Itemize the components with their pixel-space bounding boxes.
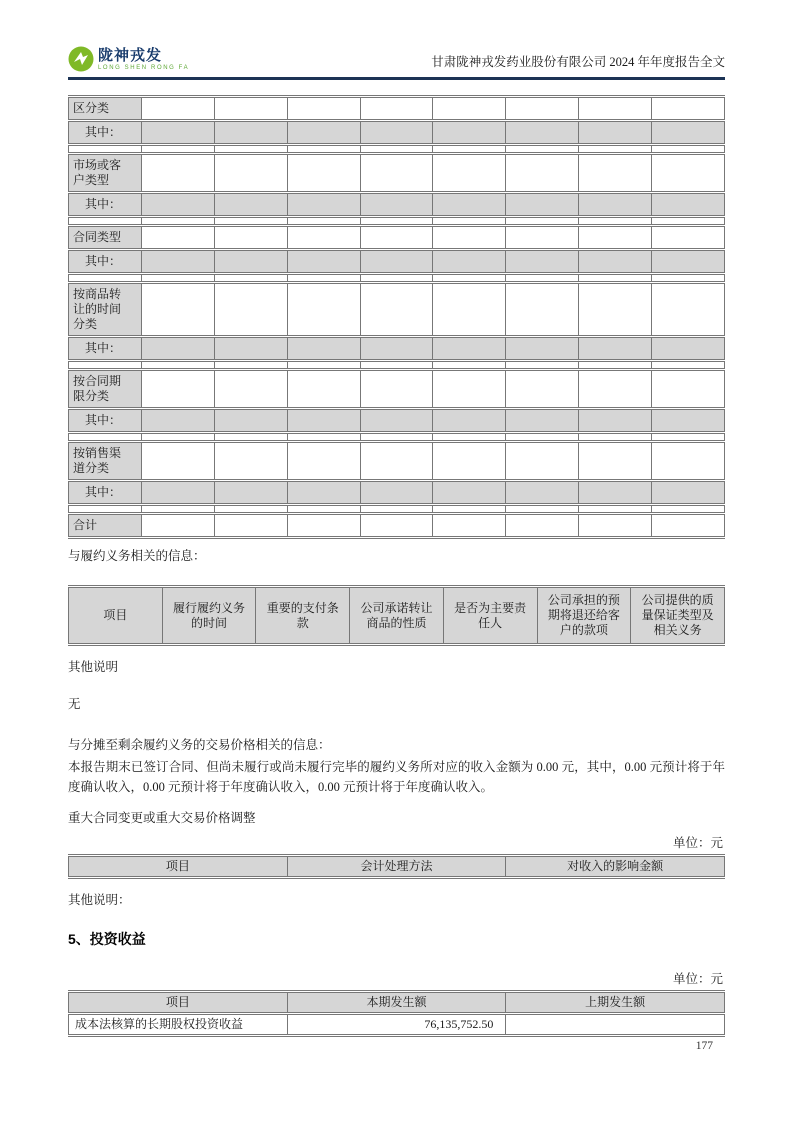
data-cell <box>360 154 433 193</box>
table-row <box>69 514 725 538</box>
data-cell <box>433 442 506 481</box>
investment-header-row <box>69 992 725 1014</box>
data-cell <box>433 274 506 283</box>
row-label-cell: 其中： <box>69 193 142 217</box>
table-row <box>69 217 725 226</box>
data-cell <box>506 514 579 538</box>
data-cell <box>360 274 433 283</box>
data-cell <box>579 409 652 433</box>
table-row <box>69 409 725 433</box>
data-cell <box>214 97 287 121</box>
data-cell <box>433 283 506 337</box>
data-cell <box>579 505 652 514</box>
table-row <box>69 97 725 121</box>
data-cell <box>506 505 579 514</box>
row-label-cell: 按销售渠道分类 <box>69 442 142 481</box>
data-cell <box>506 283 579 337</box>
row-label-cell: 其中： <box>69 250 142 274</box>
data-cell <box>579 250 652 274</box>
data-cell <box>141 370 214 409</box>
data-cell <box>579 337 652 361</box>
data-cell <box>360 361 433 370</box>
company-logo <box>68 46 189 72</box>
data-cell <box>652 145 725 154</box>
data-cell <box>141 505 214 514</box>
brand-name-cn: 陇神戎发 <box>98 46 163 64</box>
data-cell <box>141 481 214 505</box>
column-header: 本期发生额 <box>287 992 506 1014</box>
data-cell <box>652 370 725 409</box>
data-cell <box>652 283 725 337</box>
row-label-cell <box>69 145 142 154</box>
row-label-cell: 其中： <box>69 481 142 505</box>
data-cell <box>579 97 652 121</box>
data-cell <box>360 409 433 433</box>
table-row <box>69 505 725 514</box>
section-heading: 5、投资收益 <box>68 931 146 947</box>
data-cell <box>141 442 214 481</box>
other-note-label-2: 其他说明： <box>68 893 131 907</box>
data-cell <box>360 145 433 154</box>
row-label-cell <box>69 361 142 370</box>
data-cell <box>506 154 579 193</box>
data-cell <box>141 97 214 121</box>
data-cell <box>360 250 433 274</box>
data-cell <box>652 217 725 226</box>
data-cell <box>141 337 214 361</box>
data-cell <box>287 283 360 337</box>
data-cell <box>506 217 579 226</box>
row-label-cell: 其中： <box>69 409 142 433</box>
table-row <box>69 442 725 481</box>
column-header: 公司承担的预期将退还给客户的款项 <box>537 587 631 645</box>
data-cell <box>652 481 725 505</box>
major-change-label: 重大合同变更或重大交易价格调整 <box>68 811 256 825</box>
row-label-cell <box>69 217 142 226</box>
column-header: 项目 <box>69 992 288 1014</box>
data-cell <box>360 193 433 217</box>
page-number: 177 <box>695 1040 713 1052</box>
data-cell <box>506 433 579 442</box>
table-row <box>69 370 725 409</box>
data-cell <box>141 433 214 442</box>
data-cell <box>652 433 725 442</box>
data-cell <box>579 217 652 226</box>
data-cell <box>360 442 433 481</box>
obligation-header-row <box>69 587 725 645</box>
row-label-cell: 区分类 <box>69 97 142 121</box>
row-label-cell: 市场或客户类型 <box>69 154 142 193</box>
data-cell <box>579 226 652 250</box>
table-row <box>69 154 725 193</box>
table-row <box>69 121 725 145</box>
data-cell <box>433 337 506 361</box>
column-header: 对收入的影响金额 <box>506 856 725 878</box>
data-cell <box>287 361 360 370</box>
table-row <box>69 481 725 505</box>
data-cell <box>287 217 360 226</box>
column-header: 重要的支付条款 <box>256 587 350 645</box>
data-cell <box>652 226 725 250</box>
row-label-cell: 其中： <box>69 337 142 361</box>
data-cell <box>214 481 287 505</box>
data-cell <box>141 217 214 226</box>
data-cell <box>506 361 579 370</box>
column-header: 项目 <box>69 587 163 645</box>
data-cell <box>433 433 506 442</box>
data-cell <box>287 97 360 121</box>
price-adjustment-header-row <box>69 856 725 878</box>
data-cell <box>506 121 579 145</box>
data-cell <box>214 145 287 154</box>
data-cell <box>579 370 652 409</box>
obligation-table <box>68 585 725 646</box>
data-cell <box>214 193 287 217</box>
data-cell <box>214 226 287 250</box>
table-row <box>69 283 725 337</box>
data-cell <box>433 370 506 409</box>
other-note-label: 其他说明 <box>68 660 119 674</box>
data-cell <box>652 337 725 361</box>
data-cell <box>141 121 214 145</box>
obligation-info-label: 与履约义务相关的信息： <box>68 549 206 563</box>
data-cell <box>287 409 360 433</box>
data-cell <box>214 337 287 361</box>
none-text: 无 <box>68 697 81 711</box>
row-label-cell: 合计 <box>69 514 142 538</box>
table-row <box>69 226 725 250</box>
data-cell <box>652 409 725 433</box>
item-cell: 成本法核算的长期股权投资收益 <box>69 1014 288 1036</box>
data-cell <box>652 505 725 514</box>
data-cell <box>360 514 433 538</box>
data-cell <box>287 193 360 217</box>
data-cell <box>652 514 725 538</box>
data-cell <box>433 514 506 538</box>
unit-label-1: 单位：元 <box>672 836 723 850</box>
column-header: 公司提供的质量保证类型及相关义务 <box>631 587 725 645</box>
brand-name-en: LONG SHEN RONG FA <box>98 64 190 71</box>
data-cell <box>287 514 360 538</box>
data-cell <box>360 121 433 145</box>
data-cell <box>214 370 287 409</box>
table-row <box>69 361 725 370</box>
data-cell <box>579 514 652 538</box>
data-cell <box>360 337 433 361</box>
column-header: 公司承诺转让商品的性质 <box>350 587 444 645</box>
data-cell <box>579 361 652 370</box>
table-row <box>69 145 725 154</box>
data-cell <box>287 145 360 154</box>
remaining-price-info-label: 与分摊至剩余履约义务的交易价格相关的信息： <box>68 738 331 752</box>
data-cell <box>433 193 506 217</box>
data-cell <box>287 481 360 505</box>
unit-label-2: 单位：元 <box>672 972 723 986</box>
column-header: 是否为主要责任人 <box>443 587 537 645</box>
row-label-cell <box>69 505 142 514</box>
page-header <box>68 0 725 80</box>
table-row <box>69 1014 725 1036</box>
data-cell <box>652 154 725 193</box>
data-cell <box>652 361 725 370</box>
classification-table-body <box>69 97 725 538</box>
current-cell: 76,135,752.50 <box>287 1014 506 1036</box>
data-cell <box>141 154 214 193</box>
prior-cell <box>506 1014 725 1036</box>
data-cell <box>287 250 360 274</box>
data-cell <box>652 274 725 283</box>
data-cell <box>506 145 579 154</box>
data-cell <box>214 154 287 193</box>
data-cell <box>214 361 287 370</box>
data-cell <box>579 481 652 505</box>
row-label-cell: 其中： <box>69 121 142 145</box>
data-cell <box>579 274 652 283</box>
data-cell <box>214 409 287 433</box>
data-cell <box>141 274 214 283</box>
data-cell <box>214 283 287 337</box>
data-cell <box>506 226 579 250</box>
data-cell <box>360 433 433 442</box>
data-cell <box>433 409 506 433</box>
data-cell <box>433 121 506 145</box>
investment-income-table <box>68 990 725 1037</box>
row-label-cell <box>69 433 142 442</box>
row-label-cell: 按合同期限分类 <box>69 370 142 409</box>
data-cell <box>506 442 579 481</box>
data-cell <box>141 250 214 274</box>
data-cell <box>506 481 579 505</box>
data-cell <box>214 217 287 226</box>
data-cell <box>433 481 506 505</box>
data-cell <box>652 193 725 217</box>
data-cell <box>287 370 360 409</box>
data-cell <box>360 481 433 505</box>
data-cell <box>360 505 433 514</box>
data-cell <box>287 505 360 514</box>
column-header: 履行履约义务的时间 <box>162 587 256 645</box>
data-cell <box>287 337 360 361</box>
table-row <box>69 250 725 274</box>
data-cell <box>214 442 287 481</box>
logo-bird-icon <box>68 46 94 72</box>
row-label-cell: 合同类型 <box>69 226 142 250</box>
data-cell <box>433 154 506 193</box>
data-cell <box>506 250 579 274</box>
column-header: 会计处理方法 <box>287 856 506 878</box>
data-cell <box>433 217 506 226</box>
row-label-cell <box>69 274 142 283</box>
table-row <box>69 433 725 442</box>
classification-table <box>68 95 725 539</box>
data-cell <box>287 433 360 442</box>
data-cell <box>433 250 506 274</box>
table-row <box>69 337 725 361</box>
data-cell <box>141 145 214 154</box>
data-cell <box>579 145 652 154</box>
data-cell <box>652 442 725 481</box>
data-cell <box>506 370 579 409</box>
table-row <box>69 274 725 283</box>
data-cell <box>214 505 287 514</box>
investment-table-body <box>69 1014 725 1036</box>
data-cell <box>433 505 506 514</box>
data-cell <box>433 226 506 250</box>
data-cell <box>287 274 360 283</box>
data-cell <box>141 283 214 337</box>
data-cell <box>214 250 287 274</box>
data-cell <box>579 283 652 337</box>
data-cell <box>433 97 506 121</box>
data-cell <box>141 193 214 217</box>
data-cell <box>652 97 725 121</box>
data-cell <box>287 121 360 145</box>
data-cell <box>506 193 579 217</box>
remaining-price-paragraph: 本报告期末已签订合同、但尚未履行或尚未履行完毕的履约义务所对应的收入金额为 0.00 元，其中，0.00 元预计将于年度确认收入，0.00 元预计将于年度确认收入，0.00 元预计将于年度确认收入。 <box>68 760 725 794</box>
data-cell <box>141 409 214 433</box>
data-cell <box>214 514 287 538</box>
data-cell <box>652 121 725 145</box>
data-cell <box>360 97 433 121</box>
data-cell <box>506 337 579 361</box>
data-cell <box>360 283 433 337</box>
data-cell <box>579 193 652 217</box>
data-cell <box>360 217 433 226</box>
data-cell <box>214 433 287 442</box>
price-adjustment-table <box>68 854 725 879</box>
data-cell <box>433 361 506 370</box>
data-cell <box>141 226 214 250</box>
row-label-cell: 按商品转让的时间分类 <box>69 283 142 337</box>
column-header: 项目 <box>69 856 288 878</box>
data-cell <box>579 154 652 193</box>
data-cell <box>579 442 652 481</box>
data-cell <box>214 121 287 145</box>
page-title: 甘肃陇神戎发药业股份有限公司 2024 年年度报告全文 <box>431 55 725 69</box>
table-row <box>69 193 725 217</box>
data-cell <box>141 514 214 538</box>
data-cell <box>433 145 506 154</box>
data-cell <box>506 97 579 121</box>
data-cell <box>360 370 433 409</box>
data-cell <box>287 154 360 193</box>
data-cell <box>506 274 579 283</box>
data-cell <box>360 226 433 250</box>
data-cell <box>214 274 287 283</box>
data-cell <box>287 442 360 481</box>
column-header: 上期发生额 <box>506 992 725 1014</box>
data-cell <box>579 433 652 442</box>
data-cell <box>506 409 579 433</box>
data-cell <box>287 226 360 250</box>
data-cell <box>141 361 214 370</box>
data-cell <box>579 121 652 145</box>
data-cell <box>652 250 725 274</box>
